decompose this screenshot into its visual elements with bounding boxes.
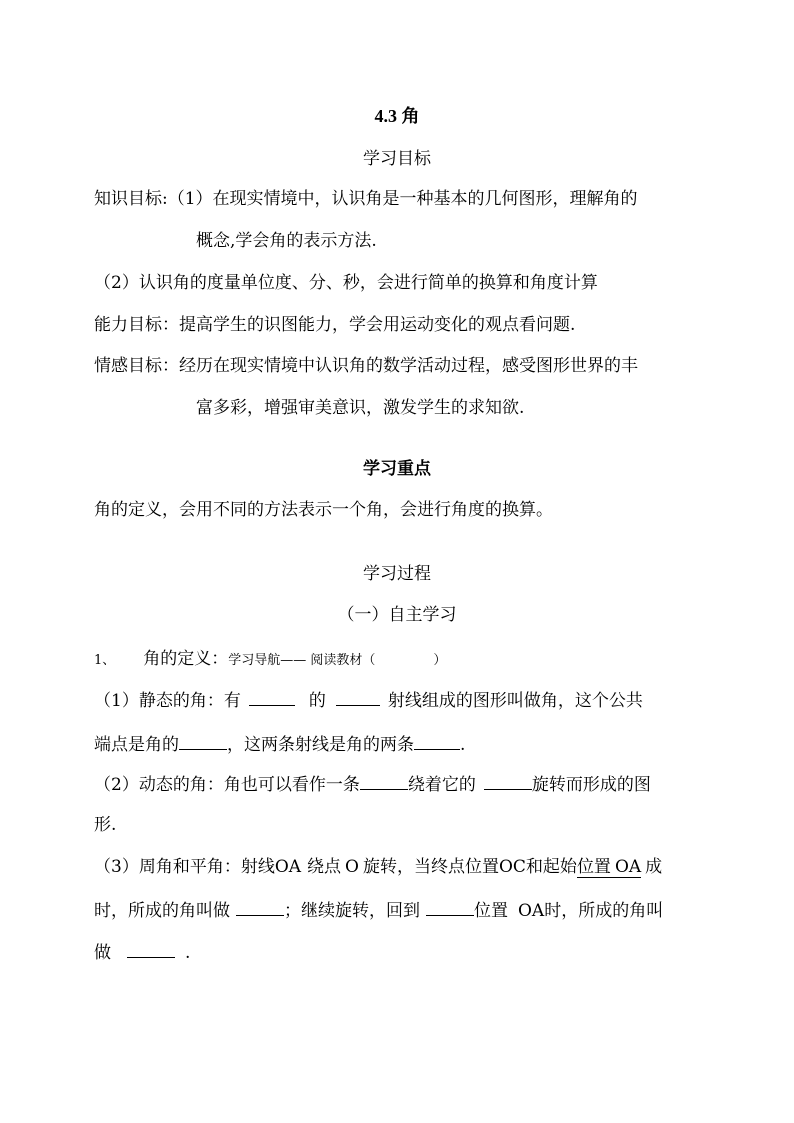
knowledge-goal-text1: （1）在现实情境中，认识角是一种基本的几何图形，理解角的 [167,189,638,209]
q1-text-e: ，这两条射线是角的两条 [227,735,414,755]
item1-label: 角的定义： [143,649,229,669]
goals-heading: 学习目标 [363,149,431,169]
ability-goal-line [94,315,575,335]
q2-blank-1[interactable] [360,773,408,790]
q3-ray-oa-2: OA [614,857,642,877]
q2-line1 [94,773,651,795]
item1-guide: 学习导航—— 阅读教材（ [228,653,376,668]
process-heading: 学习过程 [363,564,431,584]
q3-blank-3[interactable] [127,941,175,958]
q1-text-d: 端点是角的 [94,735,179,755]
q3-line2 [94,899,663,921]
q3-underlined-position [577,857,641,878]
q2-text-b: 绕着它的 [407,775,476,795]
item1-number: 1、 [94,653,116,668]
knowledge-goal-line2: 概念,学会角的表示方法. [196,231,377,251]
q2-blank-2[interactable] [484,773,532,790]
q1-blank-1[interactable] [249,689,295,706]
q3-ray-oa-3: OA [518,901,545,921]
emotion-goal-line1 [94,356,638,376]
q1-blank-3[interactable] [179,733,227,750]
section-heading: （一）自主学习 [337,605,457,625]
q1-text-a: （1）静态的角：有 [94,691,241,711]
q3-text-f: 成 [645,857,663,877]
ability-goal-label: 能力目标： [94,315,179,335]
q3-text-a: （3）周角和平角：射线 [94,857,275,877]
q3-text-d: 和起始 [525,857,577,877]
page-title: 4.3 角 [374,106,420,126]
q1-text-b: 的 [308,691,326,711]
q1-text-f: . [460,735,466,755]
key-points-text: 角的定义，会用不同的方法表示一个角，会进行角度的换算。 [94,500,553,520]
emotion-goal-line2: 富多彩，增强审美意识，激发学生的求知欲. [196,398,525,418]
q3-ray-oa: OA [274,857,302,877]
q2-text-c: 旋转而形成的图 [531,775,651,795]
q3-point-o: O [345,857,359,877]
q1-line2 [94,733,465,755]
q3-text-i: 位置 [474,901,508,921]
key-points-heading: 学习重点 [363,459,431,479]
q3-text-k: 做 [94,943,111,963]
q3-line1 [94,857,662,877]
q3-text-h: ；继续旋转，回到 [284,901,420,921]
q1-blank-4[interactable] [414,733,460,750]
q1-blank-2[interactable] [336,689,380,706]
q3-text-c: 旋转，当终点位置 [362,857,499,877]
q3-blank-1[interactable] [236,899,284,916]
q3-ray-oc: OC [498,857,526,877]
q3-text-e: 位置 [576,857,611,877]
knowledge-goal-line1 [94,189,638,209]
item1-guide-end: ） [433,653,447,668]
q3-line3 [94,941,190,963]
q2-text-a: （2）动态的角：角也可以看作一条 [94,775,360,795]
q3-blank-2[interactable] [426,899,474,916]
emotion-goal-label: 情感目标： [94,356,179,376]
q3-text-l: . [185,943,191,963]
q1-text-c: 射线组成的图形叫做角，这个公共 [387,691,643,711]
q3-text-j: 时，所成的角叫 [544,901,664,921]
knowledge-goal-item2: （2）认识角的度量单位度、分、秒，会进行简单的换算和角度计算 [94,273,598,293]
emotion-goal-text1: 经历在现实情境中认识角的数学活动过程，感受图形世界的丰 [179,356,638,376]
item1-line [94,649,446,671]
knowledge-goal-label: 知识目标: [94,189,168,209]
ability-goal-text: 提高学生的识图能力，学会用运动变化的观点看问题. [179,315,576,335]
q3-text-b: 绕点 [307,857,342,877]
q3-text-g: 时，所成的角叫做 [94,901,230,921]
q1-line1 [94,689,643,711]
q2-line2: 形. [94,815,117,835]
